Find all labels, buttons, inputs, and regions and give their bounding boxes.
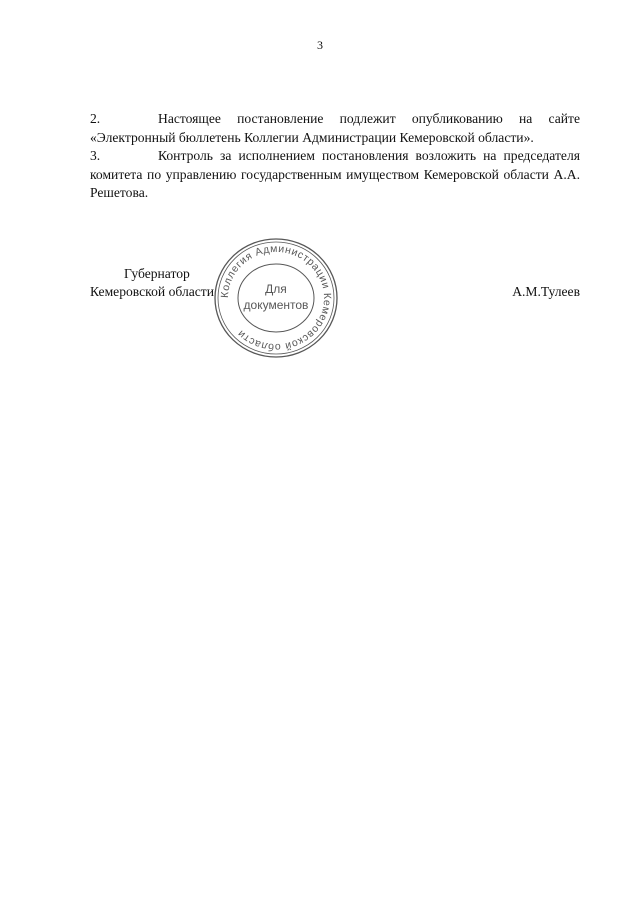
paragraph-number: 3.: [90, 148, 101, 163]
stamp-seal-graphic: [212, 236, 340, 360]
stamp-center-line2: документов: [243, 298, 309, 312]
official-stamp: [212, 236, 340, 360]
paragraph-text: Настоящее постановление подлежит опубликованию на сайте «Электронный бюллетень Коллегии Администрации Кемеровской области».: [90, 111, 580, 145]
document-body: [90, 110, 580, 203]
signer-title: Губернатор: [124, 266, 190, 281]
page-number: 3: [317, 38, 323, 52]
stamp-center-line1: Для: [265, 282, 287, 296]
signer-name: А.М.Тулеев: [512, 284, 580, 299]
paragraph-3: [90, 147, 580, 203]
signer-region: Кемеровской области: [90, 284, 215, 299]
paragraph-text: Контроль за исполнением постановления возложить на председателя комитета по управлению государственным имуществом Кемеровской области А.А. Решетова.: [90, 148, 580, 200]
paragraph-2: [90, 110, 580, 147]
paragraph-number: 2.: [90, 111, 101, 126]
stamp-ring-text: Коллегия Администрации Кемеровской области: [218, 242, 334, 354]
